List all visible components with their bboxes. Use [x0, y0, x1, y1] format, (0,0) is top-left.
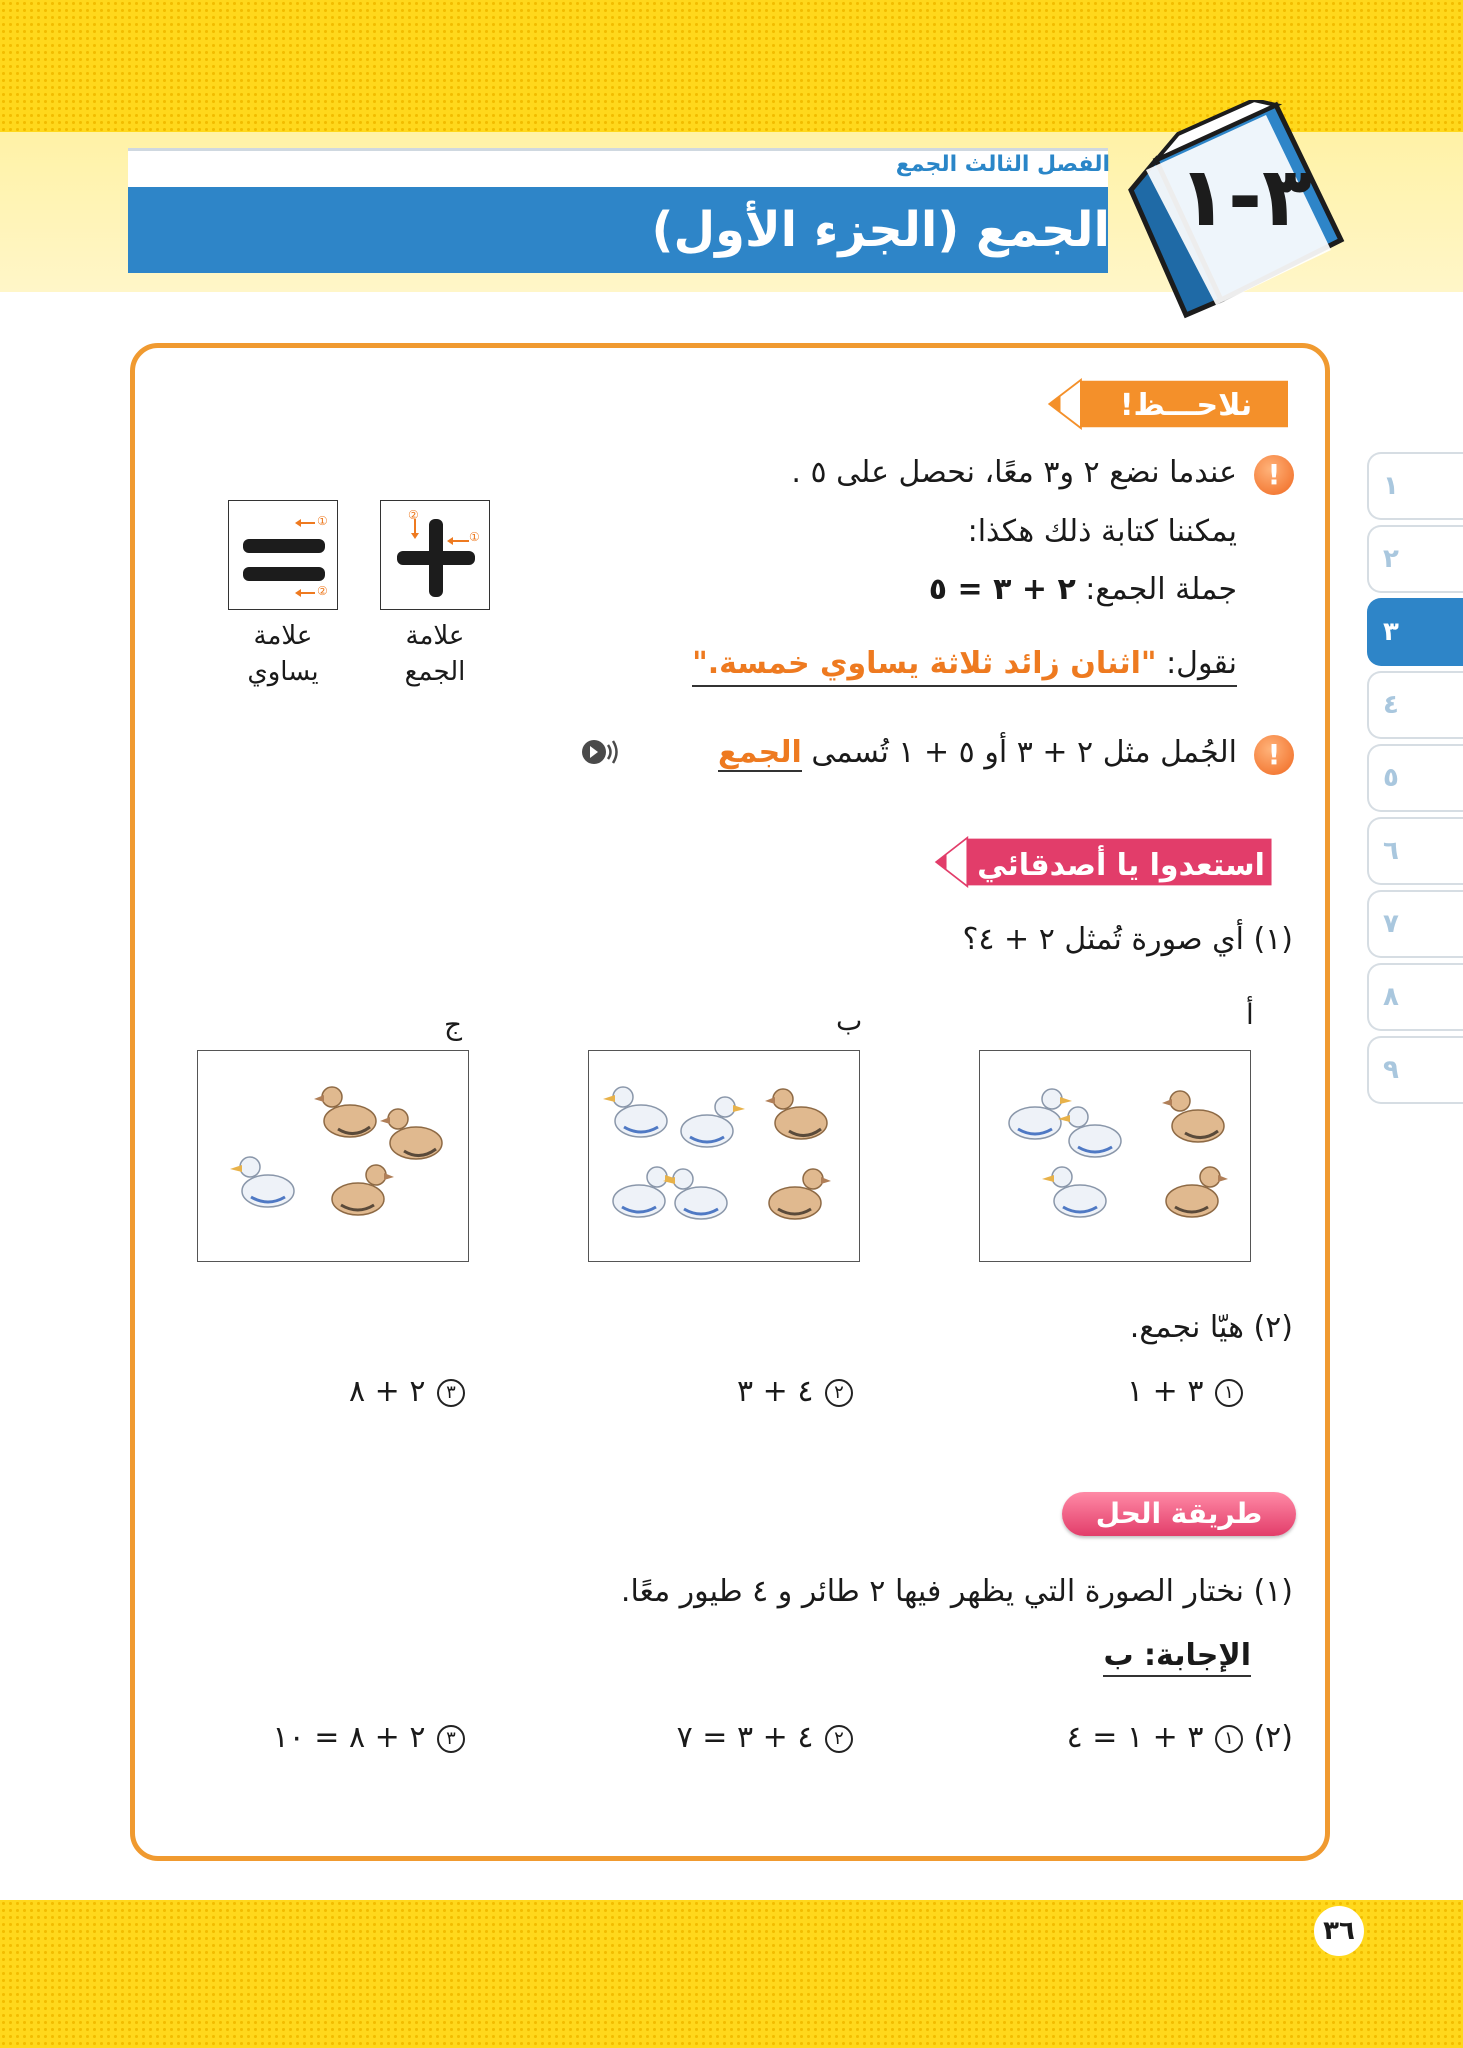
white-bird-icon [1009, 1089, 1072, 1139]
equals-caption-line-1: علامة [253, 621, 313, 651]
solution-item-3 [273, 1720, 467, 1755]
exercise-expression: ٣ + ١ [1126, 1374, 1204, 1409]
observe-line-2: يمكننا كتابة ذلك هكذا: [967, 514, 1237, 549]
white-bird-icon [1058, 1107, 1121, 1157]
exercise-item-2 [737, 1374, 855, 1409]
section-tab-6[interactable]: ٦ [1367, 817, 1463, 885]
brown-bird-icon [1162, 1091, 1224, 1142]
item-number-badge: ١ [1215, 1725, 1243, 1753]
equals-caption-line-2: يساوي [247, 657, 319, 687]
equals-marker-1: ① [317, 514, 328, 528]
option-letter-b: ب [836, 1004, 863, 1037]
item-number-badge: ٢ [825, 1379, 853, 1407]
say-label: نقول: [1166, 646, 1237, 681]
section-tab-8[interactable]: ٨ [1367, 963, 1463, 1031]
exercise-item-1 [1127, 1374, 1245, 1409]
section-tab-9[interactable]: ٩ [1367, 1036, 1463, 1104]
plus-sign-caption [375, 618, 495, 690]
answer-label: الإجابة: ب [1103, 1638, 1251, 1677]
birds-illustration-c [198, 1051, 470, 1263]
solution-expression: ٢ + ٨ = ١٠ [272, 1720, 426, 1755]
solution-expression: ٣ + ١ = ٤ [1066, 1720, 1204, 1755]
note-icon: ! [1254, 455, 1294, 495]
lesson-title: الجمع (الجزء الأول) [651, 202, 1110, 258]
white-bird-icon [663, 1169, 727, 1219]
brown-bird-icon [1166, 1167, 1228, 1217]
question-1: (١) أي صورة تُمثل ٢ + ٤؟ [962, 922, 1293, 957]
solution-line-2-prefix: (٢) [1253, 1720, 1293, 1755]
brown-bird-icon [769, 1169, 831, 1219]
equals-marker-2: ② [317, 584, 328, 598]
exercise-expression: ٢ + ٨ [348, 1374, 426, 1409]
option-picture-b[interactable] [588, 1050, 860, 1262]
white-bird-icon [613, 1167, 677, 1217]
white-bird-icon [1042, 1167, 1106, 1217]
addition-term: الجمع [718, 735, 802, 770]
lesson-number: ٣-١ [1177, 150, 1313, 245]
say-quote: "اثنان زائد ثلاثة يساوي خمسة." [692, 646, 1157, 681]
equals-sign-box [228, 500, 338, 610]
item-number-badge: ١ [1215, 1379, 1243, 1407]
brown-bird-icon [314, 1087, 376, 1137]
white-bird-icon [230, 1157, 294, 1207]
audio-speaker-icon[interactable] [580, 736, 620, 768]
brown-bird-icon [332, 1165, 394, 1215]
item-number-badge: ٣ [437, 1725, 465, 1753]
addition-definition [718, 735, 1237, 770]
bottom-decorative-band [0, 1900, 1463, 2048]
section-tab-2[interactable]: ٢ [1367, 525, 1463, 593]
exercise-expression: ٤ + ٣ [736, 1374, 814, 1409]
option-picture-a[interactable] [979, 1050, 1251, 1262]
addition-sentence-value: ٢ + ٣ = ٥ [928, 572, 1076, 607]
plus-caption-line-2: الجمع [404, 657, 466, 687]
section-tab-5[interactable]: ٥ [1367, 744, 1463, 812]
brown-bird-icon [765, 1089, 827, 1139]
plus-sign-box [380, 500, 490, 610]
say-sentence [692, 646, 1237, 687]
page-number: ٣٦ [1314, 1906, 1364, 1956]
birds-illustration-b [589, 1051, 861, 1263]
question-2: (٢) هيّا نجمع. [1129, 1310, 1293, 1345]
option-letter-a: أ [1246, 998, 1254, 1031]
addition-sentence [929, 572, 1237, 607]
white-bird-icon [681, 1097, 745, 1147]
section-tab-1[interactable]: ١ [1367, 452, 1463, 520]
exercise-item-3 [349, 1374, 467, 1409]
solution-item-2 [677, 1720, 855, 1755]
brown-bird-icon [380, 1109, 442, 1159]
white-bird-icon [603, 1087, 667, 1137]
solution-banner: طريقة الحل [1095, 1497, 1263, 1530]
option-picture-c[interactable] [197, 1050, 469, 1262]
note-icon: ! [1254, 735, 1294, 775]
section-tab-3[interactable]: ٣ [1367, 598, 1463, 666]
observe-line-1: عندما نضع ٢ و٣ معًا، نحصل على ٥ . [791, 455, 1237, 490]
solution-line-1: (١) نختار الصورة التي يظهر فيها ٢ طائر و ٤ طيور معًا. [620, 1574, 1293, 1609]
birds-illustration-a [980, 1051, 1252, 1263]
observe-banner: نلاحـــظ! [1119, 388, 1253, 423]
practice-banner: استعدوا يا أصدقائي [977, 848, 1265, 883]
plus-marker-1: ① [469, 530, 480, 544]
section-tab-7[interactable]: ٧ [1367, 890, 1463, 958]
plus-marker-2: ② [408, 508, 419, 522]
chapter-label: الفصل الثالث الجمع [895, 152, 1110, 177]
item-number-badge: ٣ [437, 1379, 465, 1407]
equals-sign-caption [223, 618, 343, 690]
section-tab-4[interactable]: ٤ [1367, 671, 1463, 739]
addition-definition-text: الجُمل مثل ٢ + ٣ أو ٥ + ١ تُسمى [811, 735, 1237, 770]
addition-sentence-label: جملة الجمع: [1085, 572, 1237, 607]
plus-sign-icon [381, 501, 491, 611]
solution-expression: ٤ + ٣ = ٧ [676, 1720, 814, 1755]
plus-caption-line-1: علامة [405, 621, 465, 651]
item-number-badge: ٢ [825, 1725, 853, 1753]
solution-item-1 [1067, 1720, 1245, 1755]
option-letter-c: ج [444, 1008, 463, 1041]
